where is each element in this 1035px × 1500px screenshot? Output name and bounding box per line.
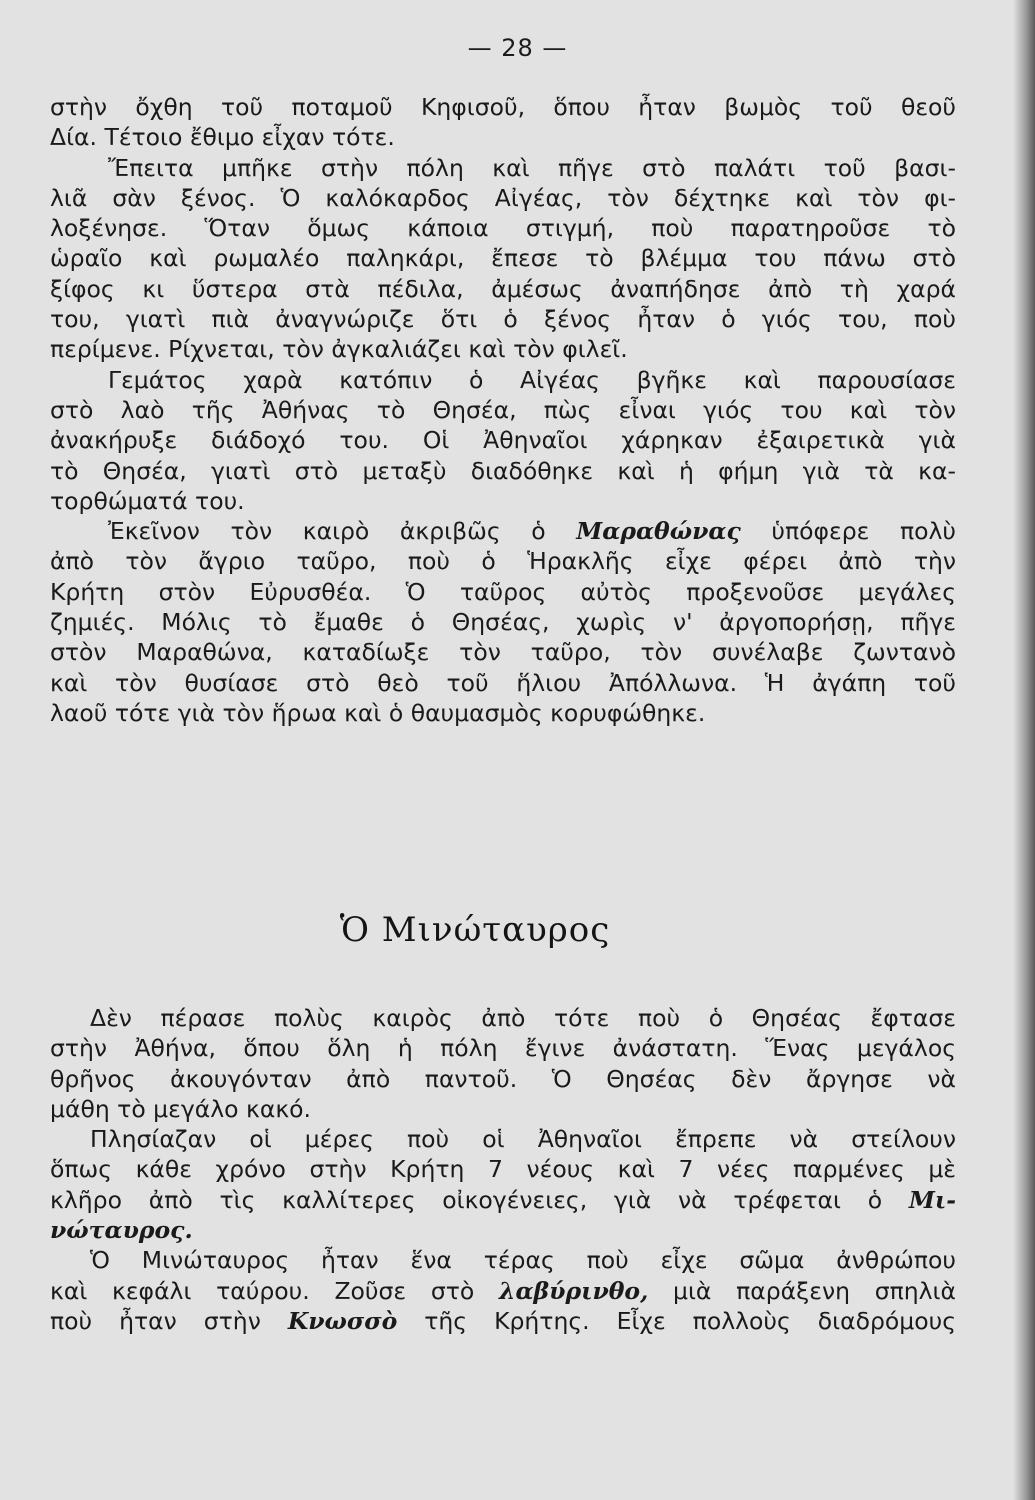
text-line: ἀπὸ τὸν ἄγριο ταῦρο, ποὺ ὁ Ἡρακλῆς εἶχε φέρει ἀπὸ τὴν [50, 547, 956, 576]
text-line: ὅπως κάθε χρόνο στὴν Κρήτη 7 νέους καὶ 7 νέες παρμένες μὲ [50, 1155, 956, 1184]
text-line: ὡραῖο καὶ ρωμαλέο παληκάρι, ἔπεσε τὸ βλέμμα του πάνω στὸ [50, 244, 956, 273]
emphasized-term: λαβύρινθο, [498, 1276, 649, 1305]
text-line: περίμενε. Ρίχνεται, τὸν ἀγκαλιάζει καὶ τὸν φιλεῖ. [50, 335, 628, 364]
emphasized-term: Κνωσσὸ [287, 1306, 398, 1335]
page-number: — 28 — [467, 34, 568, 62]
text-line [50, 1215, 956, 1245]
text-line: Κρήτη στὸν Εὐρυσθέα. Ὁ ταῦρος αὐτὸς προξενοῦσε μεγάλες [50, 577, 956, 606]
page-edge-shadow [1013, 0, 1035, 1500]
text-line: τὸ Θησέα, γιατὶ στὸ μεταξὺ διαδόθηκε καὶ ἡ φήμη γιὰ τὰ κα- [50, 456, 956, 485]
text-line: Γεμάτος χαρὰ κατόπιν ὁ Αἰγέας βγῆκε καὶ παρουσίασε [108, 365, 956, 394]
text-line: Ἐκεῖνον τὸν καιρὸ ἀκριβῶς ὁ Μαραθώνας ὑπόφερε πολὺ [108, 517, 956, 546]
text-line: του, γιατὶ πιὰ ἀναγνώριζε ὅτι ὁ ξένος ἦταν ὁ γιός του, ποὺ [50, 305, 956, 334]
text-line: στὴν ὄχθη τοῦ ποταμοῦ Κηφισοῦ, ὅπου ἦταν βωμὸς τοῦ θεοῦ [50, 93, 956, 121]
emphasized-term: Μι- [908, 1185, 956, 1214]
text-line: Ὁ Μινώταυρος ἦταν ἕνα τέρας ποὺ εἶχε σῶμα ἀνθρώπου [90, 1246, 956, 1275]
emphasized-term: Μαραθώνας [576, 517, 741, 546]
text-line: Δία. Τέτοιο ἔθιμο εἶχαν τότε. [50, 123, 395, 152]
text-line: λαοῦ τότε γιὰ τὸν ἥρωα καὶ ὁ θαυμασμὸς κορυφώθηκε. [50, 698, 706, 727]
text-line: μάθη τὸ μεγάλο κακό. [50, 1094, 312, 1123]
text-line: λιᾶ σὰν ξένος. Ὁ καλόκαρδος Αἰγέας, τὸν δέχτηκε καὶ τὸν φι- [50, 183, 956, 212]
text-line: Ἔπειτα μπῆκε στὴν πόλη καὶ πῆγε στὸ παλάτι τοῦ βασι- [108, 153, 956, 182]
text-line: Πλησίαζαν οἱ μέρες ποὺ οἱ Ἀθηναῖοι ἔπρεπε νὰ στείλουν [90, 1125, 956, 1154]
text-line: ξίφος κι ὕστερα στὰ πέδιλα, ἀμέσως ἀναπήδησε ἀπὸ τὴ χαρά [50, 274, 956, 303]
text-line: ἀνακήρυξε διάδοχό του. Οἱ Ἀθηναῖοι χάρηκαν ἐξαιρετικὰ γιὰ [50, 426, 956, 455]
text-line: τορθώματά του. [50, 486, 245, 515]
text-section-1 [50, 92, 956, 728]
text-line: ζημιές. Μόλις τὸ ἔμαθε ὁ Θησέας, χωρὶς ν' ἀργοπορήσῃ, πῆγε [50, 608, 956, 637]
emphasized-term: νώταυρος. [50, 1216, 193, 1245]
text-line: κλῆρο ἀπὸ τὶς καλλίτερες οἰκογένειες, γιὰ νὰ τρέφεται ὁ Μι- [50, 1185, 956, 1214]
section-heading: Ὁ Μινώταυρος [339, 910, 611, 950]
text-line: Δὲν πέρασε πολὺς καιρὸς ἀπὸ τότε ποὺ ὁ Θησέας ἔφτασε [90, 1004, 956, 1032]
text-line: στὸν Μαραθώνα, καταδίωξε τὸν ταῦρο, τὸν συνέλαβε ζωντανὸ [50, 638, 956, 667]
text-line: καὶ τὸν θυσίασε στὸ θεὸ τοῦ ἥλιου Ἀπόλλωνα. Ἡ ἀγάπη τοῦ [50, 668, 956, 697]
text-line: ποὺ ἦταν στὴν Κνωσσὸ τῆς Κρήτης. Εἶχε πολλοὺς διαδρόμους [50, 1306, 956, 1335]
text-line: στὸ λαὸ τῆς Ἀθήνας τὸ Θησέα, πὼς εἶναι γιός του καὶ τὸν [50, 395, 956, 424]
text-line: λοξένησε. Ὅταν ὅμως κάποια στιγμή, ποὺ παρατηροῦσε τὸ [50, 214, 956, 243]
text-line: θρῆνος ἀκουγόνταν ἀπὸ παντοῦ. Ὁ Θησέας δὲν ἄργησε νὰ [50, 1064, 956, 1093]
text-section-2 [50, 1003, 956, 1336]
text-line: καὶ κεφάλι ταύρου. Ζοῦσε στὸ λαβύρινθο, μιὰ παράξενη σπηλιὰ [50, 1276, 956, 1305]
text-line: στὴν Ἀθήνα, ὅπου ὅλη ἡ πόλη ἔγινε ἀνάστατη. Ἕνας μεγάλος [50, 1034, 956, 1063]
